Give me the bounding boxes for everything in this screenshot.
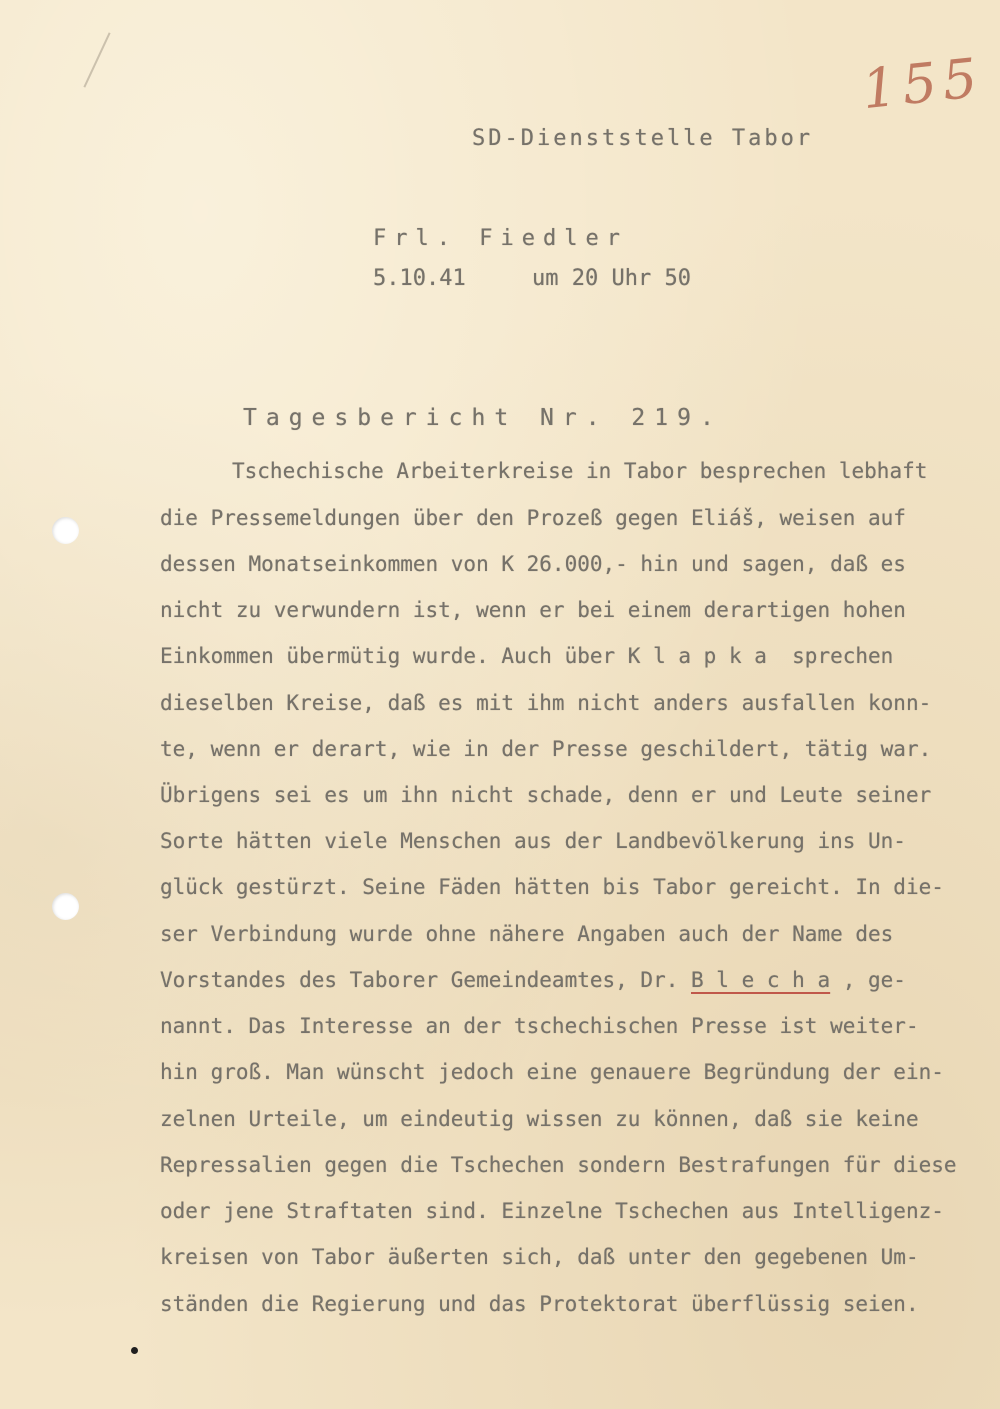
body-line: dessen Monatseinkommen von K 26.000,- hin und sagen, daß es xyxy=(160,552,906,576)
body-line: Tschechische Arbeiterkreise in Tabor besprechen lebhaft xyxy=(232,459,928,483)
body-line: nannt. Das Interesse an der tschechischen Presse ist weiter- xyxy=(160,1014,919,1038)
body-line: Repressalien gegen die Tschechen sondern Bestrafungen für diese xyxy=(160,1153,957,1177)
body-line: Sorte hätten viele Menschen aus der Landbevölkerung ins Un- xyxy=(160,829,906,853)
body-line: die Pressemeldungen über den Prozeß gegen Eliáš, weisen auf xyxy=(160,506,906,530)
body-line xyxy=(160,967,906,993)
body-line: Übrigens sei es um ihn nicht schade, denn er und Leute seiner xyxy=(160,783,932,807)
report-date: 5.10.41 xyxy=(373,266,466,291)
body-line: ständen die Regierung und das Protektorat überflüssig seien. xyxy=(160,1292,919,1316)
underlined-name: B l e c h a xyxy=(691,968,831,992)
body-line: te, wenn er derart, wie in der Presse geschildert, tätig war. xyxy=(160,737,932,761)
punch-hole xyxy=(52,893,79,920)
body-line: dieselben Kreise, daß es mit ihm nicht anders ausfallen konn- xyxy=(160,691,932,715)
body-line: Einkommen übermütig wurde. Auch über K l a p k a sprechen xyxy=(160,644,894,668)
body-line-text: Vorstandes des Taborer Gemeindeamtes, Dr. xyxy=(160,968,692,992)
report-title: Tagesbericht Nr. 219. xyxy=(243,405,723,431)
body-line: zelnen Urteile, um eindeutig wissen zu können, daß sie keine xyxy=(160,1107,919,1131)
recipient-name: Frl. Fiedler xyxy=(373,226,628,251)
body-line: nicht zu verwundern ist, wenn er bei einem derartigen hohen xyxy=(160,598,906,622)
body-line: kreisen von Tabor äußerten sich, daß unter den gegebenen Um- xyxy=(160,1245,919,1269)
office-heading: SD-Dienststelle Tabor xyxy=(472,126,814,151)
ink-spot xyxy=(131,1347,138,1354)
handwritten-page-number: 155 xyxy=(859,45,987,122)
body-line-text: , ge- xyxy=(830,968,906,992)
body-line: hin groß. Man wünscht jedoch eine genauere Begründung der ein- xyxy=(160,1060,944,1084)
body-line: oder jene Straftaten sind. Einzelne Tschechen aus Intelligenz- xyxy=(160,1199,944,1223)
punch-hole xyxy=(52,517,79,544)
paper-crease xyxy=(83,32,110,87)
report-time: um 20 Uhr 50 xyxy=(532,266,691,291)
body-line: ser Verbindung wurde ohne nähere Angaben auch der Name des xyxy=(160,922,894,946)
body-line: glück gestürzt. Seine Fäden hätten bis Tabor gereicht. In die- xyxy=(160,875,944,899)
